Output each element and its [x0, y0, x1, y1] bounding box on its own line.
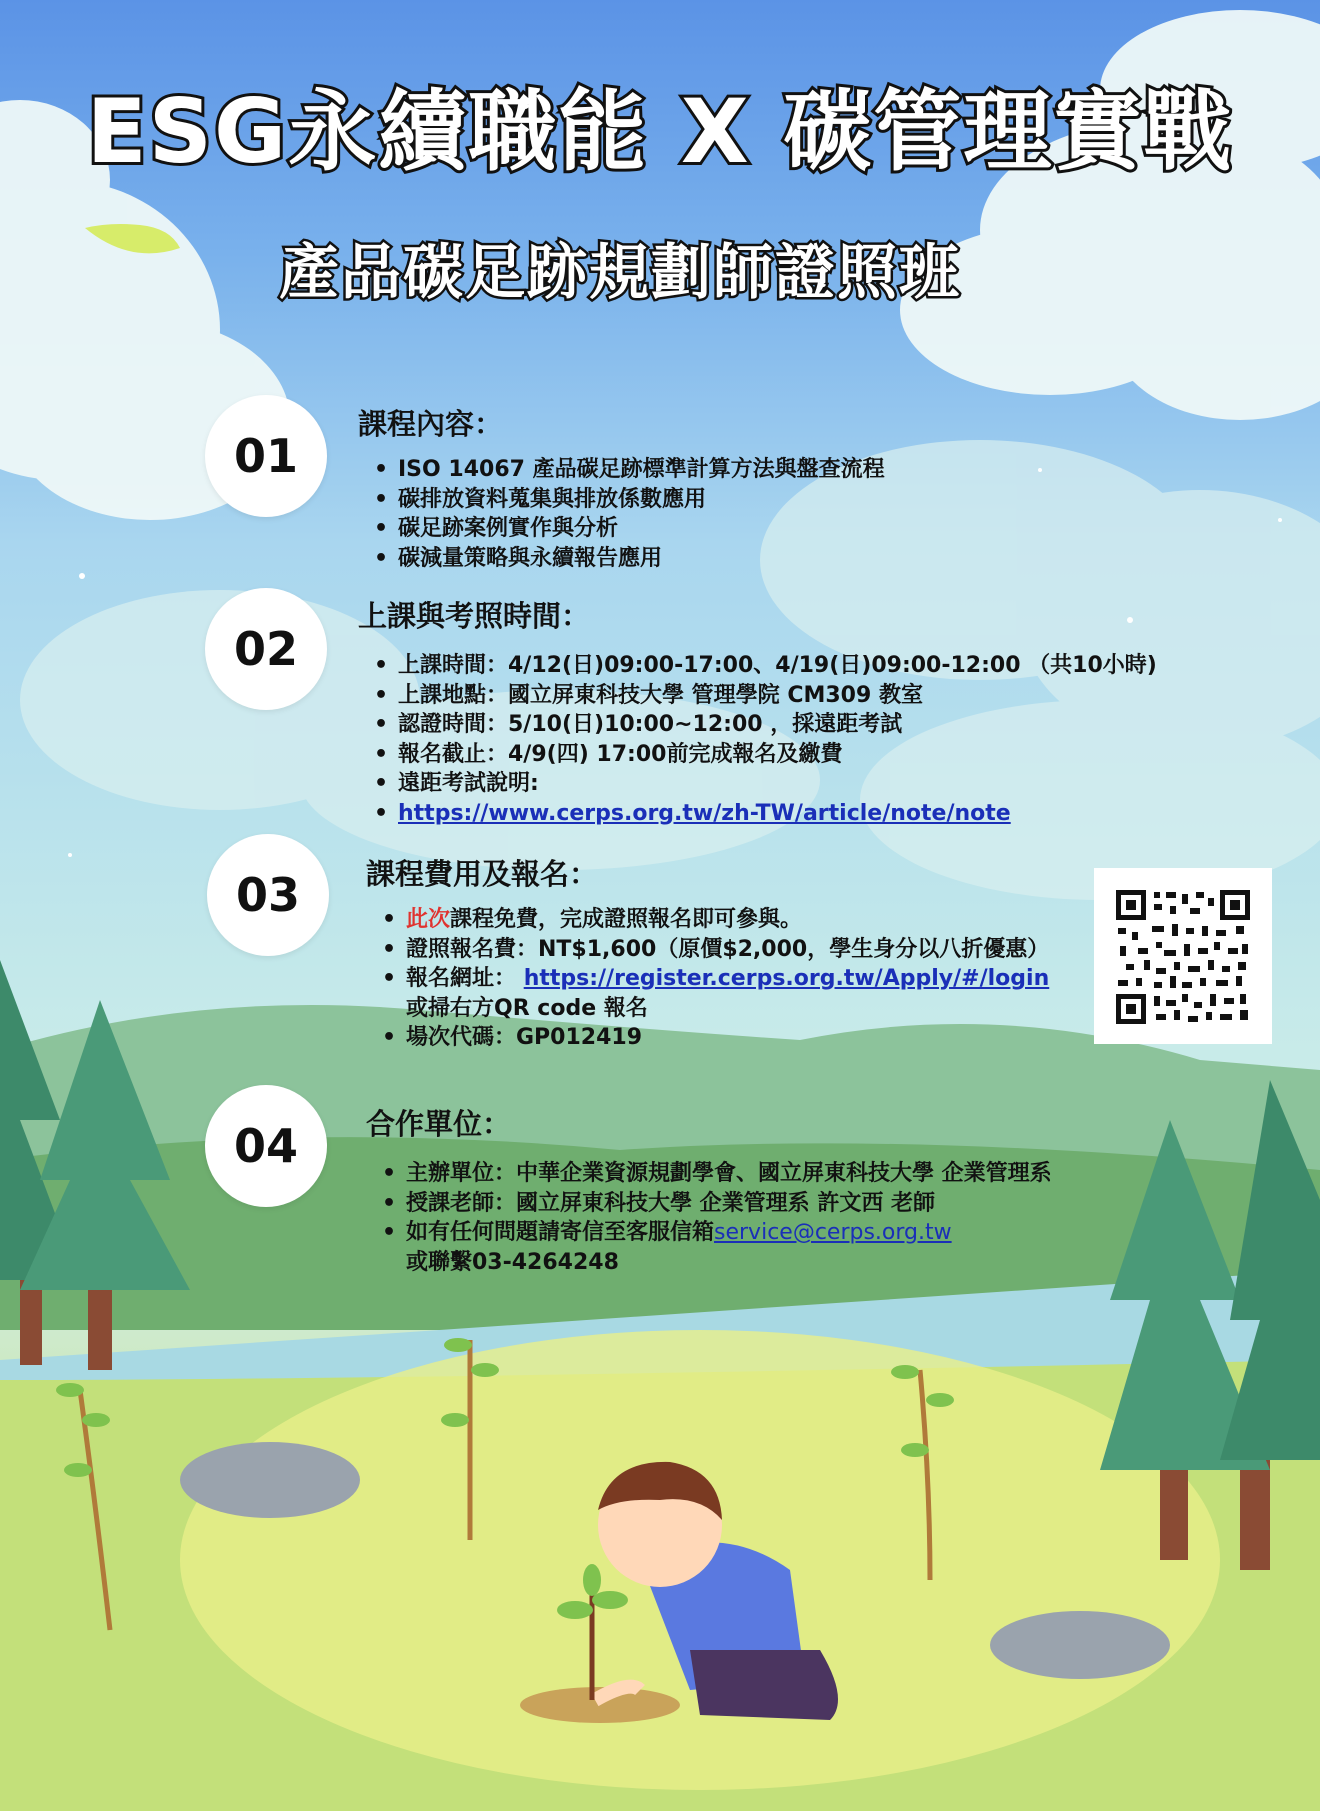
list-item: • 認證時間：5/10(日)10:00~12:00 ，採遠距考試: [374, 710, 1157, 740]
section-heading: 上課與考照時間：: [358, 599, 591, 633]
section-heading: 課程費用及報名：: [366, 857, 599, 891]
contact-phone: 或聯繫03-4264248: [406, 1249, 619, 1275]
list-item: [382, 1218, 1052, 1277]
list-item: [382, 964, 1049, 1023]
section-number-02: 02: [205, 588, 327, 710]
list-item: • 報名截止：4/9(四) 17:00前完成報名及繳費: [374, 740, 1157, 770]
section-number-03: 03: [207, 834, 329, 956]
section-schedule: [358, 594, 1157, 828]
qr-code[interactable]: [1094, 868, 1272, 1044]
section-number-04: 04: [205, 1085, 327, 1207]
list-item: • ISO 14067 產品碳足跡標準計算方法與盤查流程: [374, 455, 885, 485]
qr-code-icon: [1116, 890, 1250, 1024]
section-heading: 課程內容：: [358, 407, 504, 441]
register-link[interactable]: https://register.cerps.org.tw/Apply/#/login: [523, 966, 1050, 991]
free-text: 課程免費，完成證照報名即可參與。: [450, 907, 803, 932]
section-heading: 合作單位：: [366, 1107, 512, 1141]
exam-info-link[interactable]: • https://www.cerps.org.tw/zh-TW/article/note/note: [398, 800, 1011, 826]
register-label: 報名網址：: [406, 966, 517, 991]
contact-prefix: 如有任何問題請寄信至客服信箱: [406, 1220, 715, 1245]
list-item: • 主辦單位：中華企業資源規劃學會、國立屏東科技大學 企業管理系: [382, 1159, 1052, 1189]
list-item-continuation: [374, 799, 1157, 829]
list-item: • 場次代碼：GP012419: [382, 1023, 1049, 1053]
section-number-01: 01: [205, 395, 327, 517]
list-item: • 碳足跡案例實作與分析: [374, 514, 885, 544]
list-item: • 授課老師：國立屏東科技大學 企業管理系 許文西 老師: [382, 1189, 1052, 1219]
list-item: • 上課地點：國立屏東科技大學 管理學院 CM309 教室: [374, 681, 1157, 711]
poster-subtitle: 產品碳足跡規劃師證照班: [279, 238, 961, 308]
list-item: • 碳減量策略與永續報告應用: [374, 544, 885, 574]
list-item: • 上課時間：4/12(日)09:00-17:00、4/19(日)09:00-12:00 （共10小時): [374, 651, 1157, 681]
list-item: • 證照報名費：NT$1,600（原價$2,000，學生身分以八折優惠）: [382, 935, 1049, 965]
list-item: • 遠距考試說明:: [374, 769, 1157, 799]
section-fee-registration: [366, 852, 1049, 1053]
section-partners: [366, 1102, 1052, 1277]
free-highlight: 此次: [406, 907, 451, 932]
register-note: 或掃右方QR code 報名: [406, 995, 648, 1021]
list-item: • 碳排放資料蒐集與排放係數應用: [374, 485, 885, 515]
list-item: [382, 905, 1049, 935]
section-course-content: [358, 402, 885, 573]
poster-title: ESG永續職能 X 碳管理實戰: [86, 80, 1234, 183]
email-link[interactable]: service@cerps.org.tw: [714, 1220, 952, 1245]
